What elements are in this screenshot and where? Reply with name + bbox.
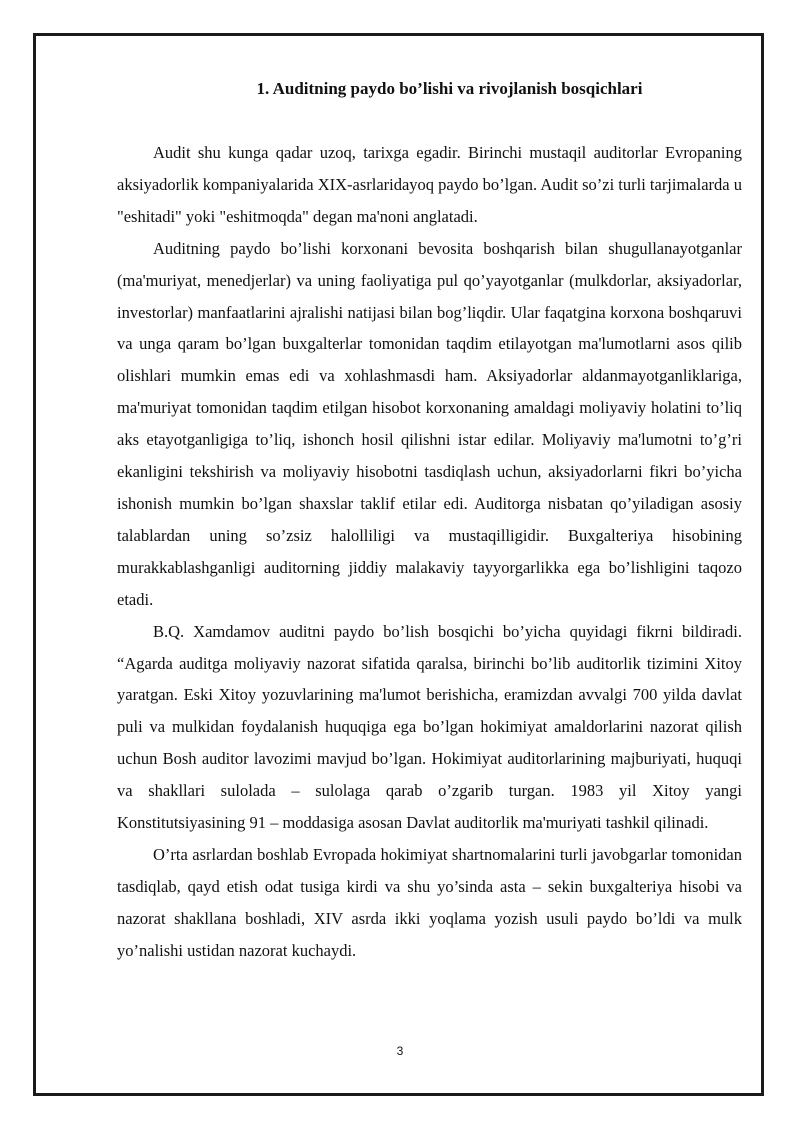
- page-title: 1. Auditning paydo bo’lishi va rivojlanish bosqichlari: [256, 79, 643, 98]
- paragraph-4: O’rta asrlardan boshlab Evropada hokimiyat shartnomalarini turli javobgarlar tomonidan tasdiqlab, qayd etish odat tusiga kirdi va shu yo’sinda asta – sekin buxgalteriya hisobi va nazorat shakllana boshladi, XIV asrda ikki yoqlama yozish usuli paydo bo’ldi va mulk yo’nalishi ustidan nazorat kuchaydi.: [117, 844, 742, 960]
- page-number: 3: [396, 1044, 404, 1058]
- paragraph-2: Auditning paydo bo’lishi korxonani bevosita boshqarish bilan shugullanayotganlar (ma'muriyat, menedjerlar) va uning faoliyatiga pul qo’yayotganlar (mulkdorlar, aksiyadorlar, investorlar) manfaatlarini ajralishi natijasi bilan bog’liqdir. Ular faqatgina korxona boshqaruvi va unga qaram bo’lgan buxgalterlar tomonidan taqdim etilayotgan ma'lumotlarni asos qilib olishlari mumkin emas edi va xohlashmasdi ham. Aksiyadorlar aldanmayotganliklariga, ma'muriyat tomonidan taqdim etilgan hisobot korxonaning amaldagi moliyaviy holatini to’liq aks etayotganligiga to’liq, ishonch hosil qilishni istar edilar. Moliyaviy ma'lumotni to’g’ri ekanligini tekshirish va moliyaviy hisobotni tasdiqlash uchun, aksiyadorlarni fikri bo’yicha ishonish mumkin bo’lgan shaxslar taklif etilar edi. Auditorga nisbatan qo’yiladigan asosiy talablardan uning so’zsiz halolliligi va mustaqilligidir. Buxgalteriya hisobining murakkablashganligi auditorning jiddiy malakaviy tayyorgarlikka ega bo’lishligini taqozo etadi.: [117, 238, 742, 609]
- paragraph-3: B.Q. Xamdamov auditni paydo bo’lish bosqichi bo’yicha quyidagi fikrni bildiradi. “Agarda auditga moliyaviy nazorat sifatida qaralsa, birinchi bo’lib auditorlik tizimini Xitoy yaratgan. Eski Xitoy yozuvlarining ma'lumot berishicha, eramizdan avvalgi 700 yilda davlat puli va mulkidan foydalanish huquqiga ega bo’lgan hokimiyat amaldorlarini nazorat qilish uchun Bosh auditor lavozimi mavjud bo’lgan. Hokimiyat auditorlarining majburiyati, huquqi va shakllari sulolada – sulolaga qarab o’zgarib turgan. 1983 yil Xitoy yangi Konstitutsiyasining 91 – moddasiga asosan Davlat auditorlik ma'muriyati tashkil qilinadi.: [117, 621, 742, 833]
- paragraph-1: Audit shu kunga qadar uzoq, tarixga egadir. Birinchi mustaqil auditorlar Evropaning aksiyadorlik kompaniyalarida XIX-asrlaridayoq paydo bo’lgan. Audit so’zi turli tarjimalarda u "eshitadi" yoki "eshitmoqda" degan ma'noni anglatadi.: [117, 143, 742, 226]
- document-body: [117, 137, 742, 967]
